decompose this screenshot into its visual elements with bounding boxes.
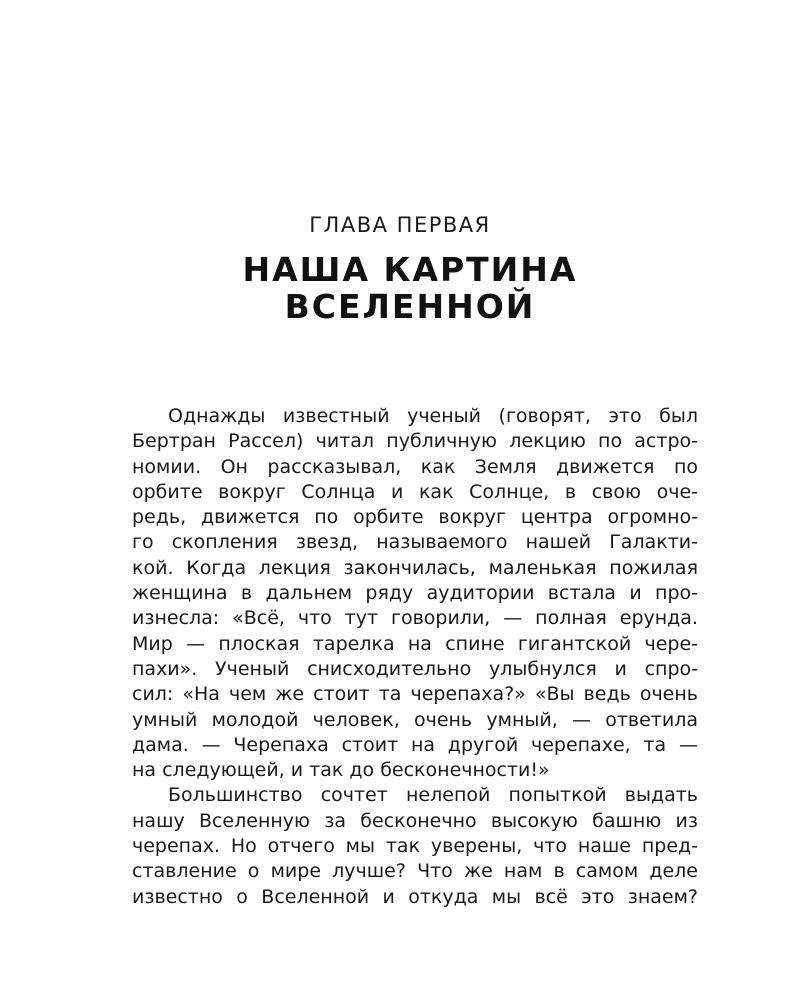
text-line: го скопления звезд, называемого нашей Галакти-: [132, 531, 698, 554]
text-line: сил: «На чем же стоит та черепаха?» «Вы ведь очень: [132, 683, 698, 706]
text-line: женщина в дальнем ряду аудитории встала и про-: [132, 582, 698, 605]
text-line: кой. Когда лекция закончилась, маленькая пожилая: [132, 556, 698, 579]
text-line: изнесла: «Всё, что тут говорили, — полная ерунда.: [132, 607, 698, 630]
text-line: на следующей, и так до бесконечности!»: [132, 759, 550, 782]
text-line: Большинство сочтет нелепой попыткой выдать: [168, 784, 698, 807]
text-line: нашу Вселенную за бесконечно высокую башню из: [132, 809, 698, 832]
chapter-label: ГЛАВА ПЕРВАЯ: [309, 213, 491, 237]
body-text: [132, 404, 698, 910]
text-line: редь, движется по орбите вокруг центра огромно-: [132, 506, 698, 529]
text-line: дама. — Черепаха стоит на другой черепахе, та —: [132, 733, 698, 756]
text-line: умный молодой человек, очень умный, — ответила: [132, 708, 698, 731]
text-line: пахи». Ученый снисходительно улыбнулся и спро-: [132, 657, 698, 680]
chapter-title-line: ВСЕЛЕННОЙ: [284, 287, 536, 326]
chapter-title: [0, 251, 800, 325]
text-line: черепах. Но отчего мы так уверены, что наше пред-: [132, 835, 698, 858]
text-line: Бертран Рассел) читал публичную лекцию по астро-: [132, 430, 698, 453]
text-line: орбите вокруг Солнца и как Солнце, в свою оче-: [132, 480, 698, 503]
text-line: Мир — плоская тарелка на спине гигантской чере-: [132, 632, 698, 655]
text-line: номии. Он рассказывал, как Земля движется по: [132, 455, 698, 478]
text-line: известно о Вселенной и откуда мы всё это знаем?: [132, 885, 698, 908]
text-line: ставление о мире лучше? Что же нам в самом деле: [132, 860, 698, 883]
text-line: Однажды известный ученый (говорят, это был: [168, 405, 698, 427]
chapter-title-line: НАША КАРТИНА: [242, 250, 578, 289]
